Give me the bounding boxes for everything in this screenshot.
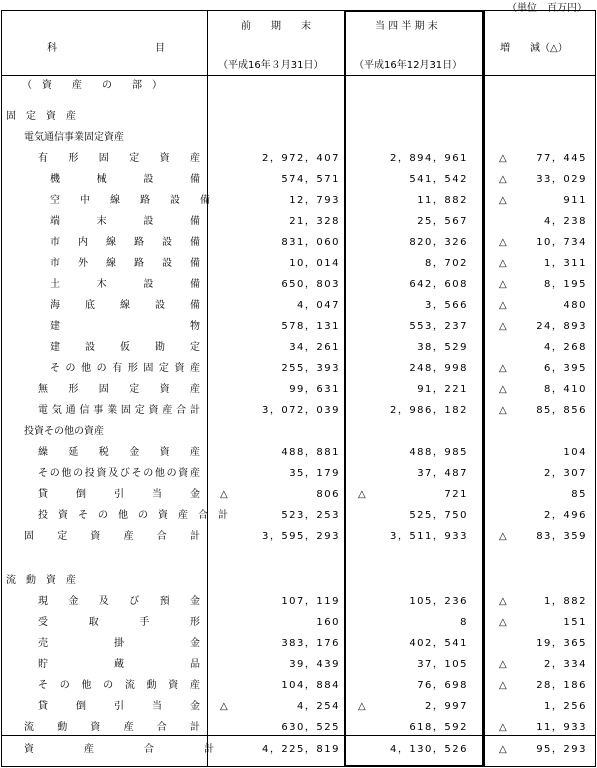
current-amount: 105，236 <box>409 596 468 607</box>
change-amount: 85，856 <box>536 405 587 416</box>
current-amount: 642，608 <box>409 279 468 290</box>
change-amount: 911 <box>563 195 587 206</box>
prev-amount: 3，595，293 <box>261 531 340 542</box>
prev-amount: 10，014 <box>289 258 340 269</box>
row-label: 建 物 <box>50 321 206 332</box>
change-amount: 8，195 <box>544 279 587 290</box>
change-amount: 77，445 <box>536 153 587 164</box>
current-amount: 618，592 <box>409 722 468 733</box>
change-amount: 4，268 <box>544 342 587 353</box>
prev-amount: 34，261 <box>289 342 340 353</box>
prev-amount: 4，254 <box>297 701 340 712</box>
change-negative-mark: △ <box>499 744 507 755</box>
row-label: 固 定 資 産 合 計 <box>24 531 202 542</box>
current-amount: 248，998 <box>409 363 468 374</box>
current-amount: 2，894，961 <box>389 153 468 164</box>
change-amount: 2，496 <box>544 510 587 521</box>
prev-amount: 488，881 <box>281 447 340 458</box>
change-negative-mark: △ <box>499 237 507 248</box>
row-label: 資 産 合 計 <box>24 744 214 755</box>
prev-amount: 107，119 <box>281 596 340 607</box>
current-amount: 2，997 <box>425 701 468 712</box>
change-amount: 2，334 <box>544 659 587 670</box>
change-negative-mark: △ <box>499 617 507 628</box>
row-label: 空 中 線 路 設 備 <box>50 195 210 206</box>
prev-amount: 99，631 <box>289 384 340 395</box>
current-amount: 25，567 <box>417 216 468 227</box>
header-prev-title: 前 期 末 <box>241 21 311 32</box>
prev-amount: 35，179 <box>289 468 340 479</box>
current-amount: 525，750 <box>409 510 468 521</box>
change-amount: 10，734 <box>536 237 587 248</box>
row-label: 繰 延 税 金 資 産 <box>38 447 201 458</box>
current-amount: 541，542 <box>409 174 468 185</box>
header-subject-left: 科 <box>47 43 57 54</box>
row-label: 貸 倒 引 当 金 <box>38 701 203 712</box>
current-amount: 91，221 <box>417 384 468 395</box>
prev-amount: 574，571 <box>281 174 340 185</box>
change-amount: 1，311 <box>544 258 587 269</box>
row-label: 貯 蔵 品 <box>38 659 201 670</box>
prev-amount: 255，393 <box>281 363 340 374</box>
change-negative-mark: △ <box>499 321 507 332</box>
change-amount: 24，893 <box>536 321 587 332</box>
header-subject-right: 目 <box>155 43 165 54</box>
change-amount: 1，882 <box>544 596 587 607</box>
prev-amount: 104，884 <box>281 680 340 691</box>
prev-amount: 650，803 <box>281 279 340 290</box>
change-negative-mark: △ <box>499 363 507 374</box>
current-amount: 820，326 <box>409 237 468 248</box>
change-negative-mark: △ <box>499 258 507 269</box>
row-label: 電気通信事業固定資産合計 <box>38 405 204 416</box>
change-negative-mark: △ <box>499 659 507 670</box>
row-label: 貸 倒 引 当 金 <box>38 489 203 500</box>
prev-amount: 21，328 <box>289 216 340 227</box>
prev-negative-mark: △ <box>220 701 228 712</box>
current-amount: 3，511，933 <box>389 531 468 542</box>
current-amount: 8，702 <box>425 258 468 269</box>
row-label: 無 形 固 定 資 産 <box>38 384 201 395</box>
current-amount: 402，541 <box>409 638 468 649</box>
change-negative-mark: △ <box>499 680 507 691</box>
change-negative-mark: △ <box>499 384 507 395</box>
current-amount: 38，529 <box>417 342 468 353</box>
current-amount: 3，566 <box>425 300 468 311</box>
change-amount: 480 <box>563 300 587 311</box>
change-negative-mark: △ <box>499 596 507 607</box>
row-label: （ 資 産 の 部 ） <box>22 80 162 91</box>
change-amount: 95，293 <box>536 744 587 755</box>
change-amount: 1，256 <box>544 701 587 712</box>
row-label: 電気通信事業固定資産 <box>24 132 124 143</box>
row-label: 流 動 資 産 <box>6 575 76 586</box>
current-negative-mark: △ <box>358 701 366 712</box>
prev-amount: 831，060 <box>281 237 340 248</box>
row-label: 投 資 そ の 他 の 資 産 合 計 <box>38 510 228 521</box>
row-label: 流 動 資 産 合 計 <box>24 722 202 733</box>
prev-amount: 4，047 <box>297 300 340 311</box>
current-negative-mark: △ <box>358 489 366 500</box>
row-label: 海 底 線 設 備 <box>50 300 202 311</box>
row-label: 受 取 手 形 <box>38 617 201 628</box>
current-amount: 37，487 <box>417 468 468 479</box>
change-amount: 8，410 <box>544 384 587 395</box>
change-amount: 151 <box>563 617 587 628</box>
change-negative-mark: △ <box>499 405 507 416</box>
current-amount: 11，882 <box>417 195 468 206</box>
header-prev-date: （平成16年３月31日） <box>218 60 324 71</box>
row-label: その他の有形固定資産 <box>50 363 206 374</box>
prev-amount: 2，972，407 <box>261 153 340 164</box>
current-amount: 37，105 <box>417 659 468 670</box>
row-label: 市 外 線 路 設 備 <box>50 258 204 269</box>
change-amount: 4，238 <box>544 216 587 227</box>
row-label: 機 械 設 備 <box>50 174 206 185</box>
change-negative-mark: △ <box>499 174 507 185</box>
current-amount: 553，237 <box>409 321 468 332</box>
prev-amount: 523，253 <box>281 510 340 521</box>
prev-amount: 383，176 <box>281 638 340 649</box>
current-amount: 2，986，182 <box>389 405 468 416</box>
col-divider <box>207 11 208 766</box>
change-negative-mark: △ <box>499 722 507 733</box>
prev-amount: 806 <box>316 489 340 500</box>
row-label: 有 形 固 定 資 産 <box>38 153 206 164</box>
prev-amount: 3，072，039 <box>261 405 340 416</box>
change-amount: 85 <box>571 489 587 500</box>
row-label: 売 掛 金 <box>38 638 201 649</box>
row-label: 端 末 設 備 <box>50 216 202 227</box>
change-amount: 28，186 <box>536 680 587 691</box>
row-label: 土 木 設 備 <box>50 279 202 290</box>
prev-amount: 4，225，819 <box>261 744 340 755</box>
change-amount: 2，307 <box>544 468 587 479</box>
change-amount: 6，395 <box>544 363 587 374</box>
balance-sheet-table <box>1 10 596 767</box>
change-amount: 104 <box>563 447 587 458</box>
prev-negative-mark: △ <box>220 489 228 500</box>
change-amount: 11，933 <box>536 722 587 733</box>
row-label: 現 金 及 び 預 金 <box>38 596 201 607</box>
current-amount: 721 <box>444 489 468 500</box>
header-current-date: （平成16年12月31日） <box>354 60 463 71</box>
change-amount: 19，365 <box>536 638 587 649</box>
current-amount: 8 <box>460 617 468 628</box>
row-label: 投資その他の資産 <box>24 426 104 437</box>
header-change: 増 減（△） <box>500 43 568 54</box>
row-label: 市 内 線 路 設 備 <box>50 237 204 248</box>
unit-note: （単位 百万円） <box>507 3 587 14</box>
row-label: 固 定 資 産 <box>6 111 76 122</box>
current-amount: 4，130，526 <box>389 744 468 755</box>
change-negative-mark: △ <box>499 300 507 311</box>
total-divider <box>2 735 595 736</box>
change-negative-mark: △ <box>499 153 507 164</box>
change-amount: 83，359 <box>536 531 587 542</box>
current-amount: 488，985 <box>409 447 468 458</box>
prev-amount: 39，439 <box>289 659 340 670</box>
row-label: そ の 他 の 流 動 資 産 <box>38 680 201 691</box>
current-amount: 76，698 <box>417 680 468 691</box>
prev-amount: 12，793 <box>289 195 340 206</box>
change-negative-mark: △ <box>499 195 507 206</box>
prev-amount: 630，525 <box>281 722 340 733</box>
change-amount: 33，029 <box>536 174 587 185</box>
header-current-title: 当 四 半 期 末 <box>375 21 438 32</box>
change-negative-mark: △ <box>499 531 507 542</box>
row-label: 建 設 仮 勘 定 <box>50 342 202 353</box>
prev-amount: 160 <box>316 617 340 628</box>
header-divider <box>2 75 595 76</box>
row-label: その他の投資及びその他の資産 <box>38 468 202 479</box>
prev-amount: 578，131 <box>281 321 340 332</box>
change-negative-mark: △ <box>499 279 507 290</box>
